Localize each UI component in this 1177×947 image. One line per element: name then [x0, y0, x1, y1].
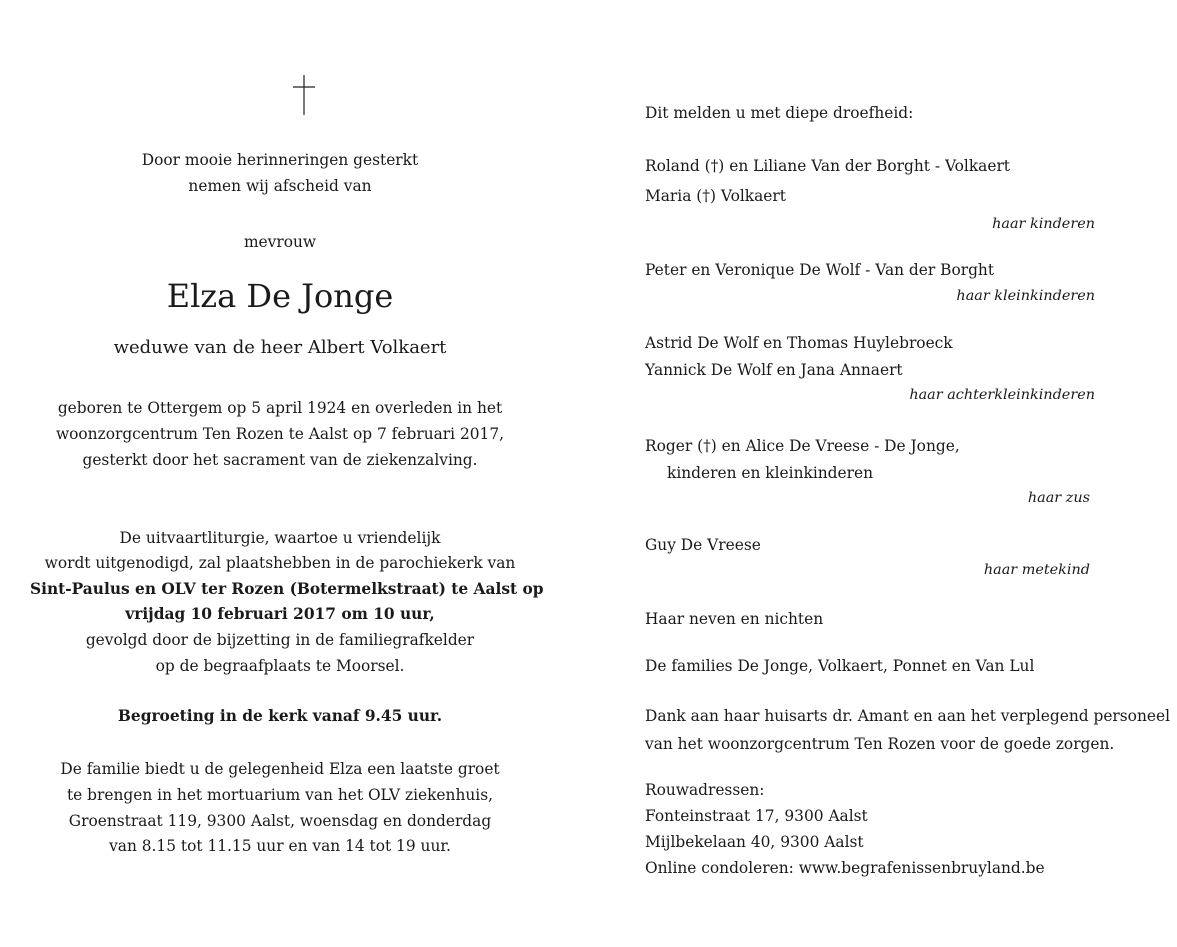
- burial-line-2: op de begraafplaats te Moorsel.: [155, 657, 405, 675]
- intro-line-1: Door mooie herinneringen gesterkt: [141, 151, 419, 169]
- address-line-2: Mijlbekelaan 40, 9300 Aalst: [645, 833, 864, 851]
- cross-icon: [290, 74, 318, 116]
- children-line-2: Maria (†) Volkaert: [645, 187, 786, 205]
- announcement: Dit melden u met diepe droefheid:: [645, 104, 914, 122]
- cousins-line: Haar neven en nichten: [645, 610, 824, 628]
- intro-line-2: nemen wij afscheid van: [188, 177, 372, 195]
- online-condolence-link[interactable]: Online condoleren: www.begrafenissenbruyland.be: [645, 859, 1045, 877]
- address-line-1: Fonteinstraat 17, 9300 Aalst: [645, 807, 868, 825]
- children-line-1: Roland (†) en Liliane Van der Borght - Volkaert: [645, 157, 1010, 175]
- godchild-role: haar metekind: [983, 562, 1090, 578]
- funeral-line-1: De uitvaartliturgie, waartoe u vriendelijk: [119, 529, 441, 547]
- great-grandchildren-role: haar achterkleinkinderen: [909, 387, 1095, 403]
- mortuary-line-2: te brengen in het mortuarium van het OLV ziekenhuis,: [67, 786, 493, 804]
- title-mevrouw: mevrouw: [243, 233, 317, 251]
- birth-death-line-1: geboren te Ottergem op 5 april 1924 en overleden in het: [57, 399, 503, 417]
- mortuary-line-4: van 8.15 tot 11.15 uur en van 14 tot 19 uur.: [109, 837, 451, 855]
- birth-death-line-2: woonzorgcentrum Ten Rozen te Aalst op 7 februari 2017,: [55, 425, 505, 443]
- thanks-line-1: Dank aan haar huisarts dr. Amant en aan het verplegend personeel: [645, 707, 1171, 725]
- funeral-line-2: wordt uitgenodigd, zal plaatshebben in de parochiekerk van: [44, 554, 516, 572]
- godchild-line-1: Guy De Vreese: [645, 536, 761, 554]
- great-grandchildren-line-1: Astrid De Wolf en Thomas Huylebroeck: [645, 334, 953, 352]
- birth-death-line-3: gesterkt door het sacrament van de ziekenzalving.: [82, 451, 478, 469]
- funeral-date: vrijdag 10 februari 2017 om 10 uur,: [125, 605, 435, 623]
- mortuary-line-3: Groenstraat 119, 9300 Aalst, woensdag en donderdag: [68, 812, 492, 830]
- grandchildren-line-1: Peter en Veronique De Wolf - Van der Borght: [645, 261, 995, 279]
- sister-role: haar zus: [1027, 490, 1090, 506]
- children-role: haar kinderen: [992, 216, 1095, 232]
- mortuary-line-1: De familie biedt u de gelegenheid Elza een laatste groet: [60, 760, 500, 778]
- sister-line-1: Roger (†) en Alice De Vreese - De Jonge,: [645, 437, 960, 455]
- thanks-line-2: van het woonzorgcentrum Ten Rozen voor de goede zorgen.: [645, 735, 1115, 753]
- funeral-location: Sint-Paulus en OLV ter Rozen (Botermelkstraat) te Aalst op: [30, 580, 544, 598]
- sister-line-2: kinderen en kleinkinderen: [667, 464, 873, 482]
- addresses-label: Rouwadressen:: [645, 781, 765, 799]
- deceased-name: Elza De Jonge: [166, 277, 394, 315]
- greeting-line: Begroeting in de kerk vanaf 9.45 uur.: [117, 707, 443, 725]
- widow-of: weduwe van de heer Albert Volkaert: [113, 337, 447, 358]
- grandchildren-role: haar kleinkinderen: [956, 288, 1095, 304]
- families-line: De families De Jonge, Volkaert, Ponnet en Van Lul: [645, 657, 1035, 675]
- burial-line-1: gevolgd door de bijzetting in de familiegrafkelder: [85, 631, 475, 649]
- great-grandchildren-line-2: Yannick De Wolf en Jana Annaert: [645, 361, 903, 379]
